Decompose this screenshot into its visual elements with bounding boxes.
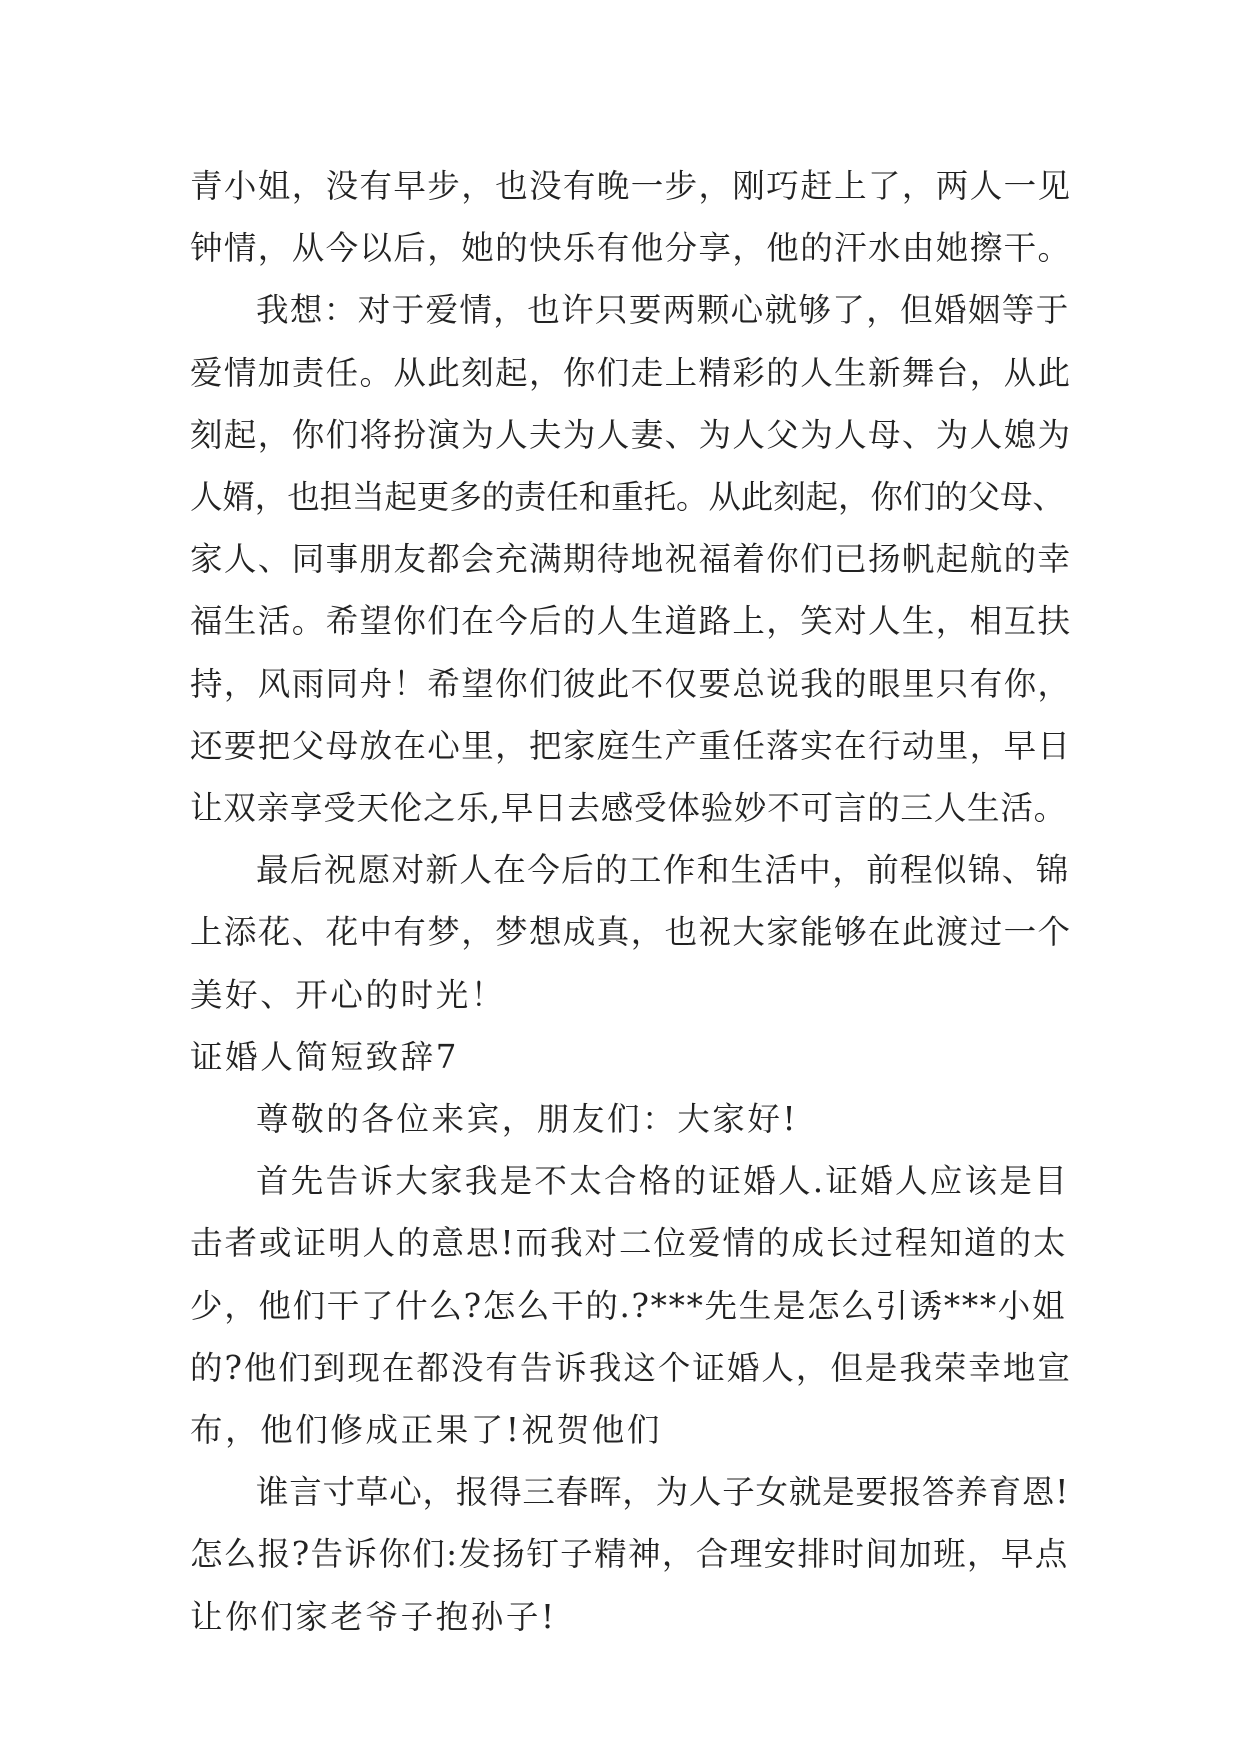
text-line: 谁言寸草心，报得三春晖，为人子女就是要报答养育恩! <box>256 1473 1070 1512</box>
text-line: 布，他们修成正果了!祝贺他们 <box>190 1411 662 1450</box>
text-line: 上添花、花中有梦，梦想成真，也祝大家能够在此渡过一个 <box>190 913 1072 952</box>
text-line: 美好、开心的时光！ <box>190 975 506 1014</box>
text-line: 尊敬的各位来宾，朋友们：大家好! <box>256 1100 799 1139</box>
text-line: 击者或证明人的意思!而我对二位爱情的成长过程知道的太 <box>190 1224 1068 1263</box>
paragraph <box>190 279 1072 839</box>
paragraph <box>190 839 1072 1026</box>
text-line: 让你们家老爷子抱孙子! <box>190 1597 557 1636</box>
text-line: 的?他们到现在都没有告诉我这个证婚人，但是我荣幸地宣 <box>190 1348 1072 1387</box>
paragraph <box>190 1461 1072 1648</box>
document-page <box>190 155 1072 1648</box>
text-line: 钟情，从今以后，她的快乐有他分享，他的汗水由她擦干。 <box>190 229 1072 268</box>
text-line: 让双亲享受天伦之乐,早日去感受体验妙不可言的三人生活。 <box>190 789 1067 828</box>
text-line: 怎么报?告诉你们:发扬钉子精神，合理安排时间加班，早点 <box>190 1535 1069 1574</box>
text-line: 爱情加责任。从此刻起，你们走上精彩的人生新舞台，从此 <box>190 353 1072 392</box>
section-heading <box>190 1026 1072 1088</box>
text-line: 家人、同事朋友都会充满期待地祝福着你们已扬帆起航的幸 <box>190 540 1072 579</box>
text-line: 首先告诉大家我是不太合格的证婚人.证婚人应该是目 <box>256 1162 1070 1201</box>
text-line: 最后祝愿对新人在今后的工作和生活中，前程似锦、锦 <box>256 851 1070 890</box>
paragraph <box>190 1150 1072 1461</box>
text-line: 福生活。希望你们在今后的人生道路上，笑对人生，相互扶 <box>190 602 1072 641</box>
text-line: 少，他们干了什么?怎么干的.?***先生是怎么引诱***小姐 <box>190 1286 1067 1325</box>
paragraph <box>190 155 1072 279</box>
text-line: 我想：对于爱情，也许只要两颗心就够了，但婚姻等于 <box>256 291 1070 330</box>
text-line: 人婿，也担当起更多的责任和重托。从此刻起，你们的父母、 <box>190 478 1065 517</box>
heading-text: 证婚人简短致辞7 <box>190 1037 459 1076</box>
text-line: 青小姐，没有早步，也没有晚一步，刚巧赶上了，两人一见 <box>190 167 1072 205</box>
text-line: 持，风雨同舟！希望你们彼此不仅要总说我的眼里只有你， <box>190 664 1072 703</box>
paragraph <box>190 1088 1072 1150</box>
text-line: 刻起，你们将扮演为人夫为人妻、为人父为人母、为人媳为 <box>190 415 1072 454</box>
text-line: 还要把父母放在心里，把家庭生产重任落实在行动里，早日 <box>190 726 1072 765</box>
